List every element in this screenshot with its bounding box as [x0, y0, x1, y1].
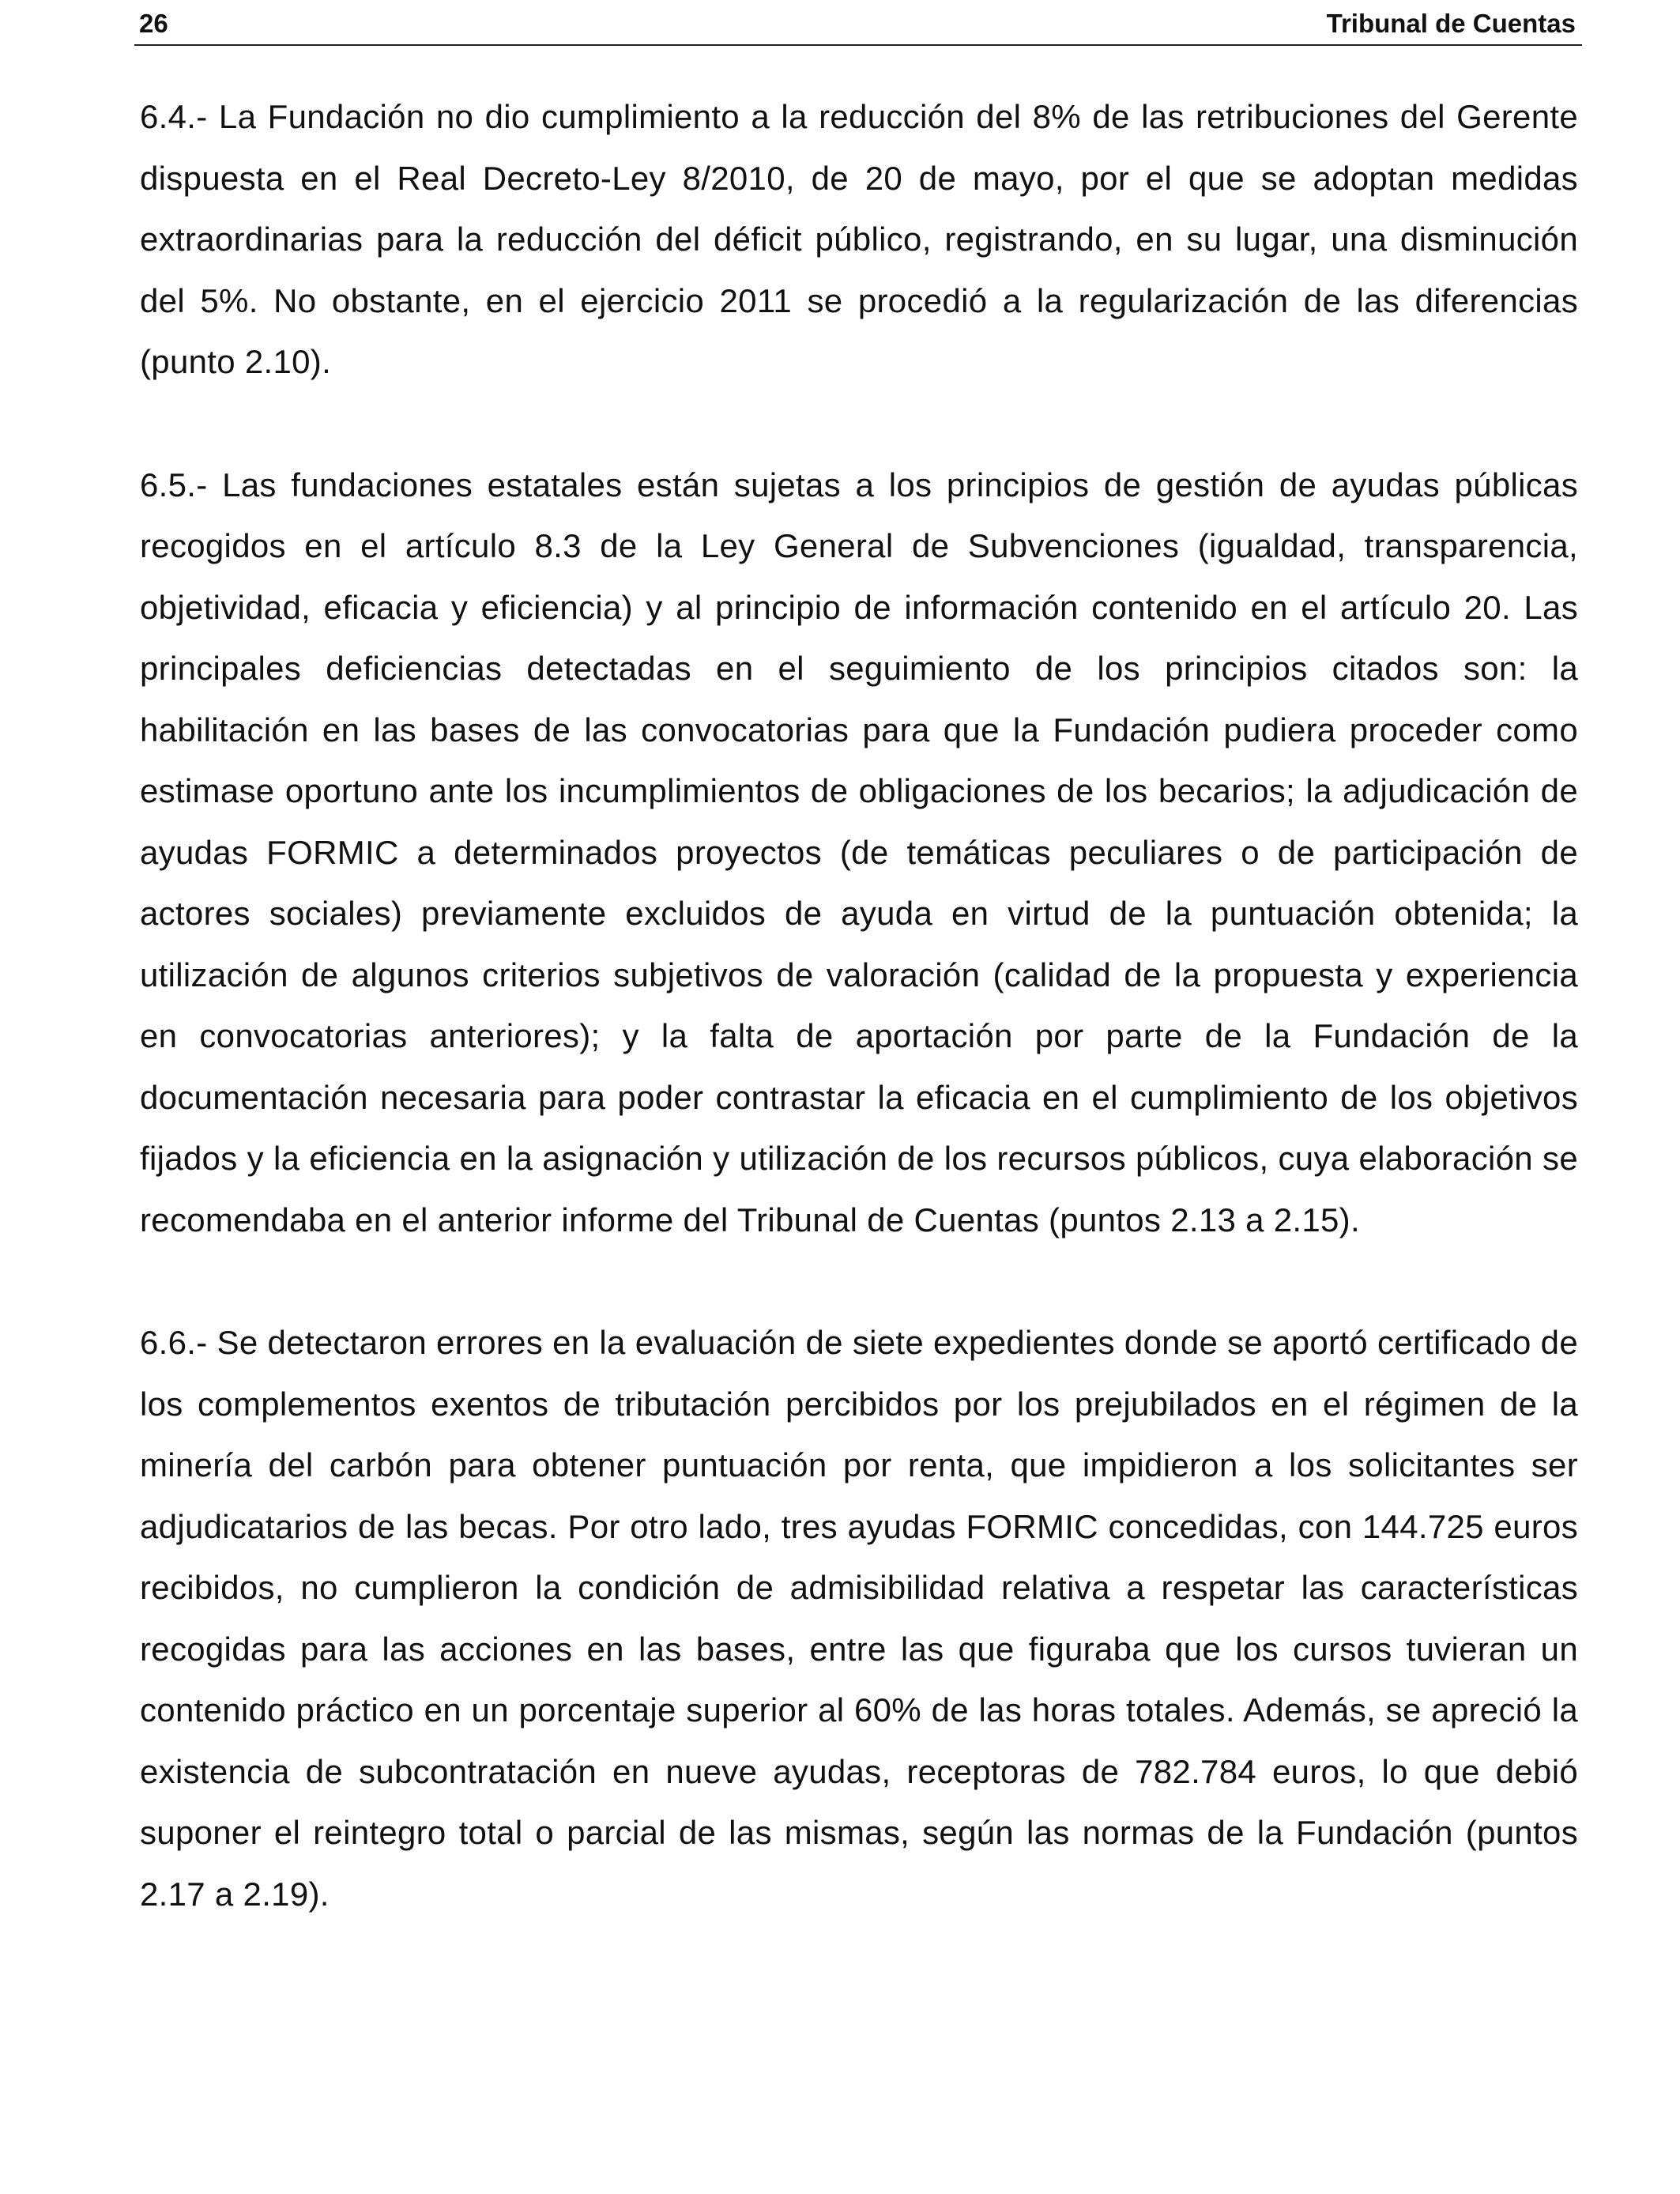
paragraph-6-6: 6.6.- Se detectaron errores en la evaluación de siete expedientes donde se aportó certificado de los complementos exentos de tributación percibidos por los prejubilados en el régimen de la minería del carbón para obtener puntuación por renta, que impidieron a los solicitantes ser adjudicatarios de las becas. Por otro lado, tres ayudas FORMIC concedidas, con 144.725 euros recibidos, no cumplieron la condición de admisibilidad relativa a respetar las características recogidas para las acciones en las bases, entre las que figuraba que los cursos tuvieran un contenido práctico en un porcentaje superior al 60% de las horas totales. Además, se apreció la existencia de subcontratación en nueve ayudas, receptoras de 782.784 euros, lo que debió suponer el reintegro total o parcial de las mismas, según las normas de la Fundación (puntos 2.17 a 2.19).: [140, 1324, 1578, 1913]
page-header: [134, 0, 1582, 46]
document-body: [140, 86, 1578, 1986]
page-number: 26: [139, 9, 168, 38]
paragraph-6-4: 6.4.- La Fundación no dio cumplimiento a la reducción del 8% de las retribuciones del Gerente dispuesta en el Real Decreto-Ley 8/2010, de 20 de mayo, por el que se adoptan medidas extraordinarias para la reducción del déficit público, registrando, en su lugar, una disminución del 5%. No obstante, en el ejercicio 2011 se procedió a la regularización de las diferencias (punto 2.10).: [140, 98, 1578, 380]
header-title: Tribunal de Cuentas: [1326, 9, 1576, 38]
paragraph-6-5: 6.5.- Las fundaciones estatales están sujetas a los principios de gestión de ayudas públicas recogidos en el artículo 8.3 de la Ley General de Subvenciones (igualdad, transparencia, objetividad, eficacia y eficiencia) y al principio de información contenido en el artículo 20. Las principales deficiencias detectadas en el seguimiento de los principios citados son: la habilitación en las bases de las convocatorias para que la Fundación pudiera proceder como estimase oportuno ante los incumplimientos de obligaciones de los becarios; la adjudicación de ayudas FORMIC a determinados proyectos (de temáticas peculiares o de participación de actores sociales) previamente excluidos de ayuda en virtud de la puntuación obtenida; la utilización de algunos criterios subjetivos de valoración (calidad de la propuesta y experiencia en convocatorias anteriores); y la falta de aportación por parte de la Fundación de la documentación necesaria para poder contrastar la eficacia en el cumplimiento de los objetivos fijados y la eficiencia en la asignación y utilización de los recursos públicos, cuya elaboración se recomendaba en el anterior informe del Tribunal de Cuentas (puntos 2.13 a 2.15).: [140, 466, 1578, 1238]
